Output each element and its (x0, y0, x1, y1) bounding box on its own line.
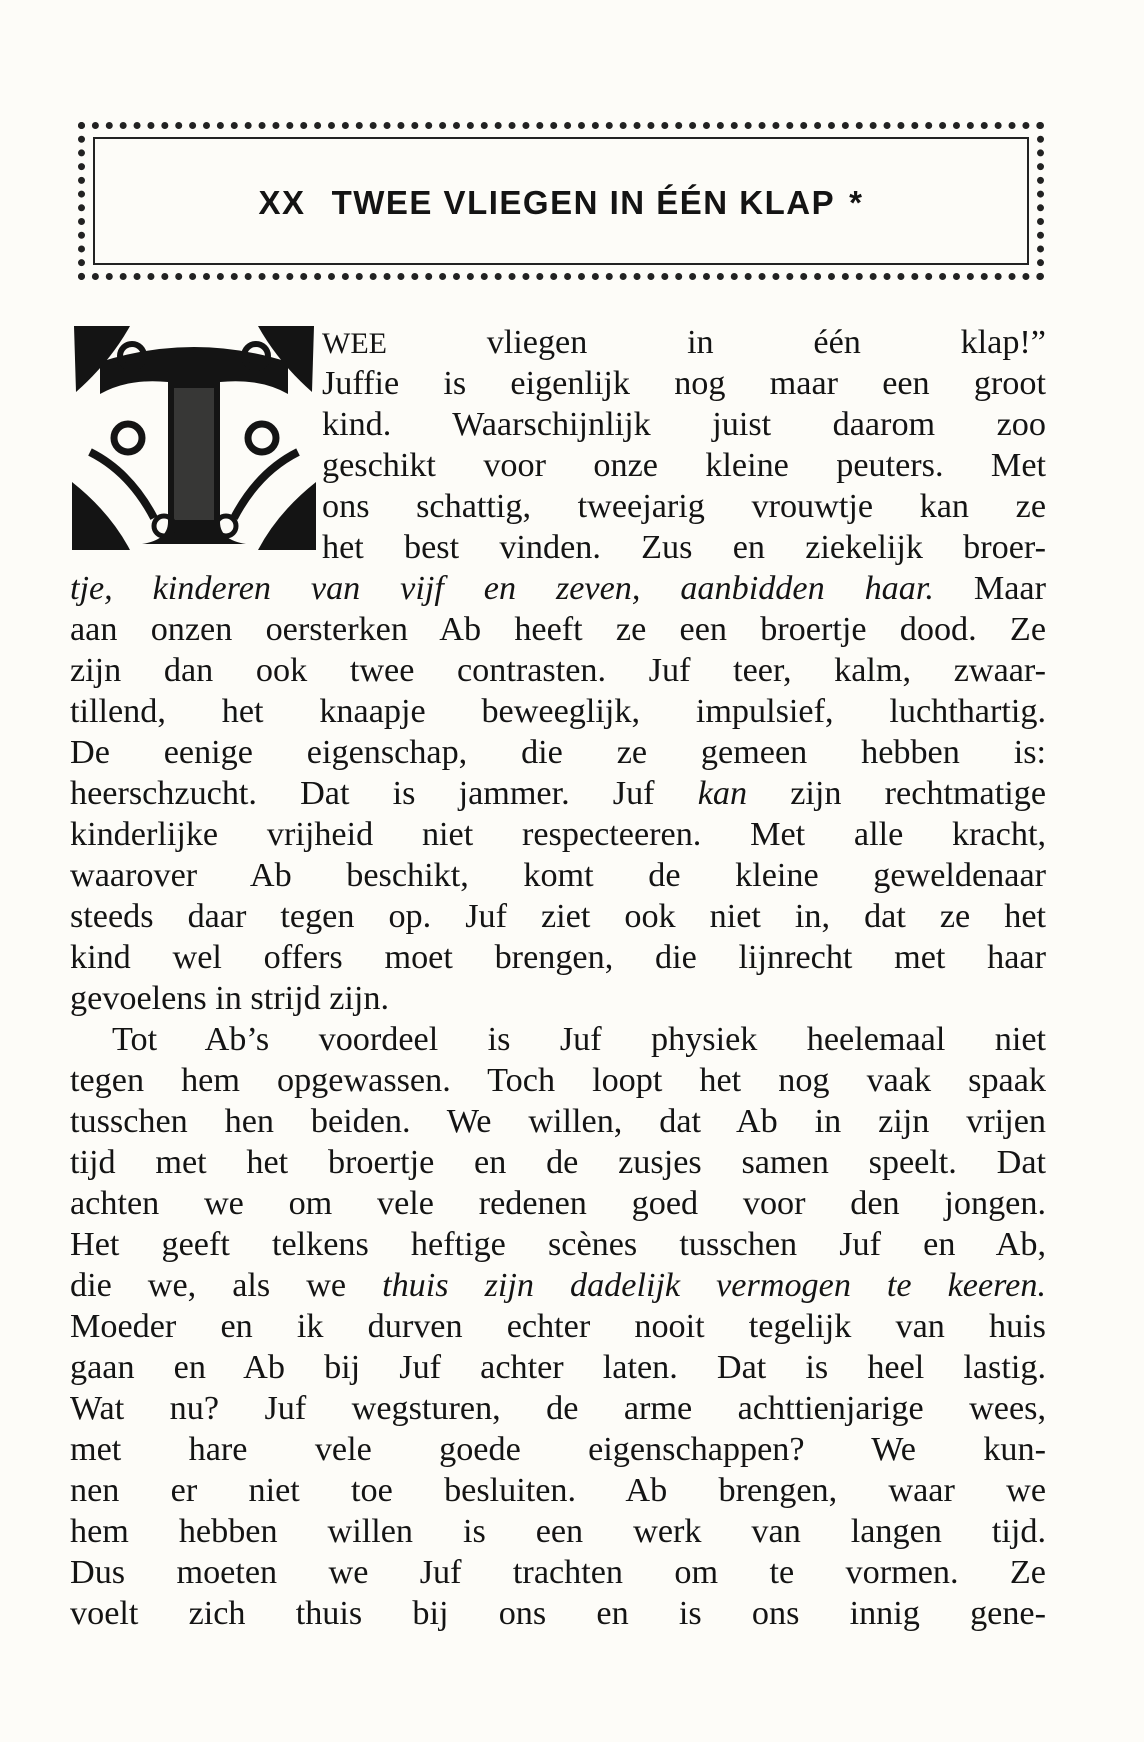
text-line-4: geschikt voor onze kleine peuters. Met (322, 447, 1046, 484)
text-line-24: die we, als we thuis zijn dadelijk vermogen te keeren. (70, 1267, 1046, 1304)
text-line-26: gaan en Ab bij Juf achter laten. Dat is heel lastig. (70, 1349, 1046, 1386)
text-line-31: Dus moeten we Juf trachten om te vormen. Ze (70, 1554, 1046, 1591)
text-line-13: kinderlijke vrijheid niet respecteeren. Met alle kracht, (70, 816, 1046, 853)
chapter-title: TWEE VLIEGEN IN ÉÉN KLAP (331, 184, 836, 221)
chapter-heading (85, 184, 1037, 222)
text-line-27: Wat nu? Juf wegsturen, de arme achttienjarige wees, (70, 1390, 1046, 1427)
text-line-23: Het geeft telkens heftige scènes tusschen Juf en Ab, (70, 1226, 1046, 1263)
text-line-30: hem hebben willen is een werk van langen tijd. (70, 1513, 1046, 1550)
text-line-7: tje, kinderen van vijf en zeven, aanbidden haar. Maar (70, 570, 1046, 607)
text-line-28: met hare vele goede eigenschappen? We kun- (70, 1431, 1046, 1468)
text-line-19: tegen hem opgewassen. Toch loopt het nog vaak spaak (70, 1062, 1046, 1099)
italic-run: thuis zijn dadelijk vermogen te keeren. (382, 1267, 1046, 1304)
text-line-21: tijd met het broertje en de zusjes samen speelt. Dat (70, 1144, 1046, 1181)
chapter-number: XX (258, 184, 306, 221)
text-line-18: Tot Ab’s voordeel is Juf physiek heelemaal niet (112, 1021, 1046, 1058)
text-line-22: achten we om vele redenen goed voor den jongen. (70, 1185, 1046, 1222)
text-line-8: aan onzen oersterken Ab heeft ze een broertje dood. Ze (70, 611, 1046, 648)
text-line-12: heerschzucht. Dat is jammer. Juf kan zijn rechtmatige (70, 775, 1046, 812)
chapter-heading-frame (78, 122, 1044, 280)
text-line-16: kind wel offers moet brengen, die lijnrecht met haar (70, 939, 1046, 976)
text-line-5: ons schattig, tweejarig vrouwtje kan ze (322, 488, 1046, 525)
text-line-32: voelt zich thuis bij ons en is ons innig gene- (70, 1595, 1046, 1632)
italic-run: kan (697, 775, 748, 812)
text-line-9: zijn dan ook twee contrasten. Juf teer, kalm, zwaar- (70, 652, 1046, 689)
text-line-11: De eenige eigenschap, die ze gemeen hebben is: (70, 734, 1046, 771)
italic-run: tje, kinderen van vijf en zeven, aanbidden haar. (70, 570, 934, 607)
text-line-3: kind. Waarschijnlijk juist daarom zoo (322, 406, 1046, 443)
text-line-17: gevoelens in strijd zijn. (70, 980, 390, 1017)
text-line-6: het best vinden. Zus en ziekelijk broer- (322, 529, 1046, 566)
text-line-15: steeds daar tegen op. Juf ziet ook niet in, dat ze het (70, 898, 1046, 935)
text-line-2: Juffie is eigenlijk nog maar een groot (322, 365, 1046, 402)
ornament-star: * (849, 184, 864, 221)
text-line-1 (322, 322, 1046, 363)
text-line-25: Moeder en ik durven echter nooit tegelijk van huis (70, 1308, 1046, 1345)
first-line-rest: vliegen in één klap!” (386, 324, 1046, 361)
text-line-10: tillend, het knaapje beweeglijk, impulsief, luchthartig. (70, 693, 1046, 730)
first-word-smallcaps: WEE (322, 327, 387, 360)
text-line-29: nen er niet toe besluiten. Ab brengen, waar we (70, 1472, 1046, 1509)
text-line-14: waarover Ab beschikt, komt de kleine geweldenaar (70, 857, 1046, 894)
chapter-body (70, 322, 1046, 1634)
text-line-20: tusschen hen beiden. We willen, dat Ab in zijn vrijen (70, 1103, 1046, 1140)
